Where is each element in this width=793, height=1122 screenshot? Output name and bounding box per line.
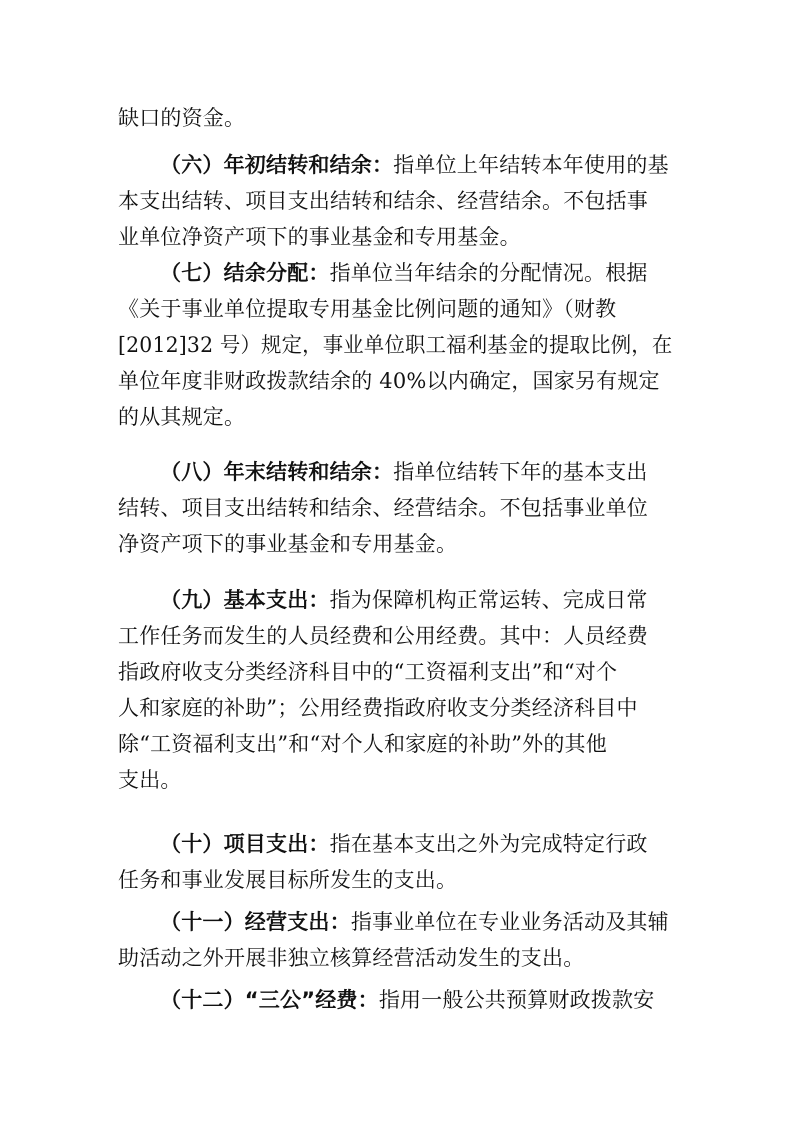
line-text: 助活动之外开展非独立核算经营活动发生的支出。 [118,946,585,970]
text-line [118,658,617,686]
section-heading: （六）年初结转和结余： [160,153,394,177]
section-6-heading-line [160,151,669,179]
section-8-heading-line [160,458,648,486]
text-line [118,766,182,794]
line-text: 指单位结转下年的基本支出 [393,460,648,484]
text-line [118,223,521,251]
line-text: 业单位净资产项下的事业基金和专用基金。 [118,225,521,249]
section-10-heading-line [160,830,648,858]
line-text: 指用一般公共预算财政拨款安 [378,988,655,1012]
text-line [118,730,607,758]
section-7-heading-line [160,259,648,287]
section-12-heading-line [160,986,654,1014]
section-9-heading-line [160,586,648,614]
text-line [118,944,584,972]
line-text: 指单位当年结余的分配情况。根据 [329,261,648,285]
section-11-heading-line [160,908,669,936]
text-line [118,104,245,132]
line-text: [2012]32 号）规定，事业单位职工福利基金的提取比例，在 [118,333,673,357]
text-line [118,866,457,894]
line-text: 支出。 [118,768,182,792]
line-text: 结转、项目支出结转和结余、经营结余。不包括事业单位 [118,496,648,520]
section-heading: （十一）经营支出： [160,910,351,934]
line-text: 人和家庭的补助”；公用经费指政府收支分类经济科目中 [118,696,638,720]
line-text: 指政府收支分类经济科目中的“工资福利支出”和“对个 [118,660,618,684]
text-line [118,295,616,323]
section-heading: （七）结余分配： [160,261,330,285]
text-line [118,403,245,431]
line-text: 缺口的资金。 [118,106,246,130]
line-text: 除“工资福利支出”和“对个人和家庭的补助”外的其他 [118,732,607,756]
line-text: 指事业单位在专业业务活动及其辅 [350,910,669,934]
text-line [118,367,660,395]
section-heading: （九）基本支出： [160,588,330,612]
line-text: 《关于事业单位提取专用基金比例问题的通知》（财教 [118,297,617,321]
line-text: 的从其规定。 [118,405,246,429]
line-text: 单位年度非财政拨款结余的 40%以内确定，国家另有规定 [118,369,660,393]
section-heading: （八）年末结转和结余： [160,460,394,484]
line-text: 净资产项下的事业基金和专用基金。 [118,532,458,556]
line-text: 指在基本支出之外为完成特定行政 [329,832,648,856]
line-text: 本支出结转、项目支出结转和结余、经营结余。不包括事 [118,189,648,213]
line-text: 指为保障机构正常运转、完成日常 [329,588,648,612]
text-line [118,331,672,359]
text-line [118,622,648,650]
line-text: 任务和事业发展目标所发生的支出。 [118,868,458,892]
text-line [118,494,648,522]
text-line [118,187,648,215]
text-line [118,694,638,722]
line-text: 指单位上年结转本年使用的基 [393,153,669,177]
section-heading: （十）项目支出： [160,832,330,856]
text-line [118,530,457,558]
line-text: 工作任务而发生的人员经费和公用经费。其中：人员经费 [118,624,648,648]
section-heading: （十二）“三公”经费： [160,988,379,1012]
